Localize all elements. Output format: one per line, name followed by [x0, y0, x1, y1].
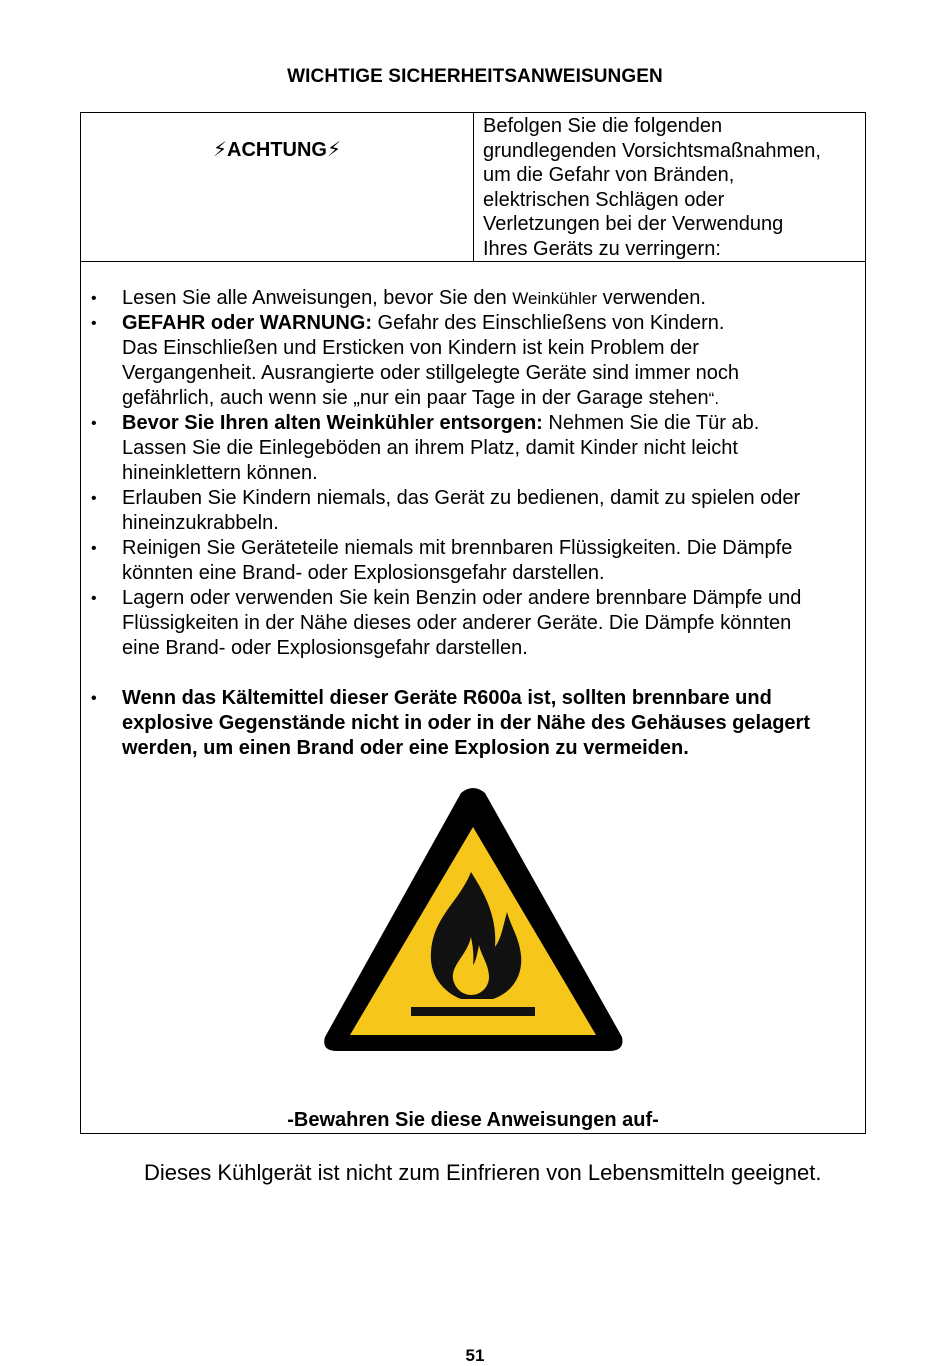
keep-instructions-note: -Bewahren Sie diese Anweisungen auf-	[287, 1109, 659, 1131]
bullet-icon: •	[91, 290, 97, 307]
warning-header-row	[81, 113, 865, 262]
lightning-icon: ⚡	[327, 139, 342, 161]
list-item: • Erlauben Sie Kindern niemals, das Gerät zu bedienen, damit zu spielen oder hineinzukrabbeln.	[91, 487, 801, 534]
freezing-note: Dieses Kühlgerät ist nicht zum Einfrieren von Lebensmitteln geeignet.	[144, 1160, 822, 1185]
bullet-icon: •	[91, 415, 97, 432]
bullet-icon: •	[91, 315, 97, 332]
flame-base-bar	[411, 1007, 535, 1016]
bullet-icon: •	[91, 490, 97, 507]
list-item: • GEFAHR oder WARNUNG: Gefahr des Einschließens von Kindern. Das Einschließen und Ersticken von Kindern ist kein Problem der Vergangenheit. Ausrangierte oder stillgelegte Geräte sind immer noch gefährlich, auch wenn sie „nur ein paar Tage in der Garage stehen“.	[91, 312, 740, 409]
document-title: WICHTIGE SICHERHEITSANWEISUNGEN	[287, 66, 663, 87]
list-item: • Lesen Sie alle Anweisungen, bevor Sie den Weinkühler verwenden.	[91, 287, 706, 309]
bullet-icon: •	[91, 590, 97, 607]
list-item: • Lagern oder verwenden Sie kein Benzin oder andere brennbare Dämpfe und Flüssigkeiten in der Nähe dieses oder anderer Geräte. Die Dämpfe könnten eine Brand- oder Explosionsgefahr darstellen.	[91, 587, 802, 659]
list-item: • Reinigen Sie Geräteteile niemals mit brennbaren Flüssigkeiten. Die Dämpfe könnten eine Brand- oder Explosionsgefahr darstellen.	[91, 537, 793, 584]
list-item: • Bevor Sie Ihren alten Weinkühler entsorgen: Nehmen Sie die Tür ab. Lassen Sie die Einlegeböden an ihrem Platz, damit Kinder nicht leicht hineinklettern können.	[91, 412, 760, 484]
achtung-label: ⚡ACHTUNG⚡	[212, 139, 342, 161]
list-item: • Wenn das Kältemittel dieser Geräte R600a ist, sollten brennbare und explosive Gegenstände nicht in oder in der Nähe des Gehäuses gelagert werden, um einen Brand oder eine Explosion zu vermeiden.	[91, 687, 810, 759]
lightning-icon: ⚡	[212, 139, 227, 161]
bullet-icon: •	[91, 540, 97, 557]
page-number: 51	[465, 1346, 485, 1365]
bullet-icon: •	[91, 690, 97, 707]
safety-instructions-box	[80, 112, 866, 1134]
flammable-warning-icon	[321, 787, 625, 1053]
safety-bullet-list	[81, 286, 865, 761]
warning-label-cell	[81, 113, 474, 261]
warning-intro-text: Befolgen Sie die folgenden grundlegenden Vorsichtsmaßnahmen, um die Gefahr von Bränden, elektrischen Schlägen oder Verletzungen bei der Verwendung Ihres Geräts zu verringern:	[483, 115, 821, 260]
